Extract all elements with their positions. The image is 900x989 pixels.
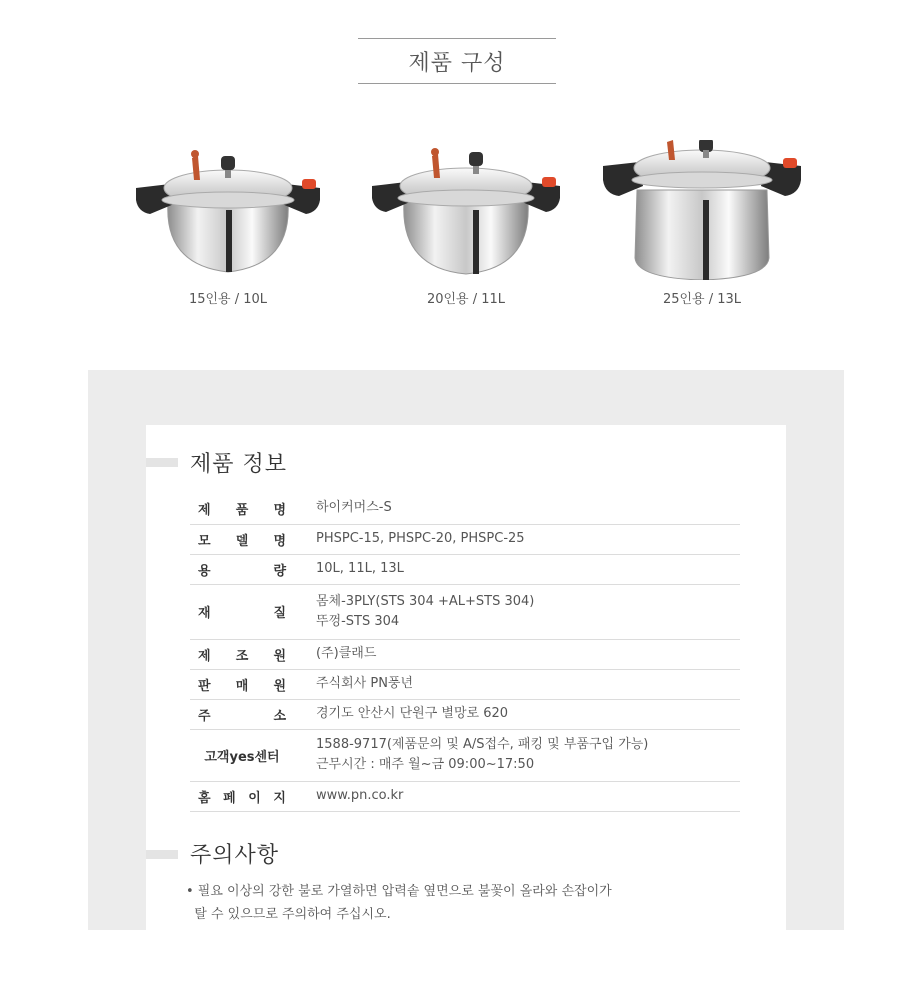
info-label: 고객yes센터 xyxy=(204,749,280,765)
info-label: 홈 페 이 지 xyxy=(198,790,286,806)
info-title: 제품 정보 xyxy=(190,452,288,477)
pressure-cooker-image xyxy=(366,140,566,280)
pressure-cooker-image xyxy=(128,140,328,280)
product-caption: 20인용 / 11L xyxy=(426,292,506,307)
info-value: PHSPC-15, PHSPC-20, PHSPC-25 xyxy=(316,531,525,546)
info-value: 근무시간 : 매주 월~금 09:00~17:50 xyxy=(316,757,535,772)
caution-line: • 필요 이상의 강한 불로 가열하면 압력솥 옆면으로 불꽃이 올라와 손잡이가 xyxy=(186,884,612,899)
info-value: 경기도 안산시 단원구 별망로 620 xyxy=(316,706,509,721)
product-caption: 15인용 / 10L xyxy=(188,292,268,307)
info-value: 몸체-3PLY(STS 304 +AL+STS 304) xyxy=(316,593,535,609)
info-value: 뚜껑-STS 304 xyxy=(316,613,400,629)
info-row xyxy=(190,493,740,524)
info-label: 모 델 명 xyxy=(198,533,286,549)
info-value: (주)클래드 xyxy=(316,646,377,661)
info-value: 하이커머스-S xyxy=(316,500,392,516)
info-row xyxy=(190,669,740,699)
product-caption: 25인용 / 13L xyxy=(662,292,742,307)
info-label: 판 매 원 xyxy=(198,678,286,694)
info-label: 제 품 명 xyxy=(198,502,286,518)
product-20 xyxy=(356,140,576,307)
pressure-cooker-image xyxy=(597,140,807,280)
info-row xyxy=(190,554,740,584)
info-row xyxy=(190,699,740,729)
info-value: 1588-9717(제품문의 및 A/S접수, 패킹 및 부품구입 가능) xyxy=(316,737,649,752)
info-row xyxy=(190,524,740,554)
heading-bar xyxy=(146,850,178,859)
product-info-table xyxy=(190,493,740,812)
info-label: 재 질 xyxy=(198,606,286,621)
info-row xyxy=(190,639,740,669)
info-row xyxy=(190,584,740,639)
info-value: 10L, 11L, 13L xyxy=(316,561,404,576)
info-label: 제 조 원 xyxy=(198,648,286,664)
info-value: 주식회사 PN풍년 xyxy=(316,676,414,691)
composition-title: 제품 구성 xyxy=(358,38,556,84)
heading-bar xyxy=(146,458,178,467)
product-25 xyxy=(592,140,812,307)
info-row xyxy=(190,729,740,781)
info-value: www.pn.co.kr xyxy=(316,788,404,803)
info-row xyxy=(190,781,740,811)
caution-title: 주의사항 xyxy=(190,843,280,868)
caution-line: 탈 수 있으므로 주의하여 주십시오. xyxy=(186,907,391,922)
info-label: 주 소 xyxy=(198,708,286,724)
product-15 xyxy=(118,140,338,307)
caution-text xyxy=(186,880,612,926)
info-label: 용 량 xyxy=(198,563,286,579)
